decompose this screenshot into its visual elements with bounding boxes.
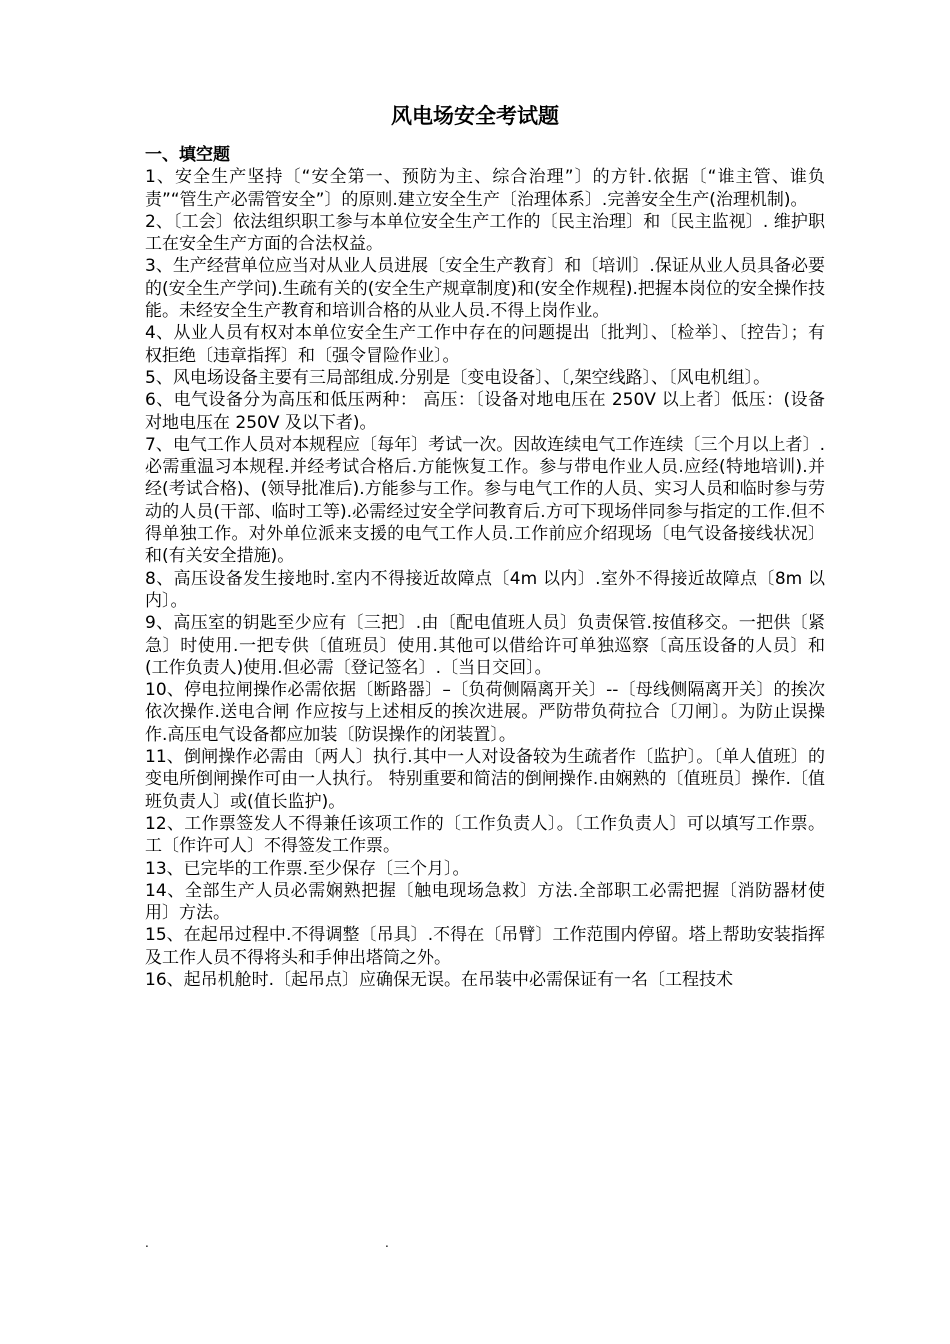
question-7: 7、电气工作人员对本规程应〔每年〕考试一次。因故连续电气工作连续〔三个月以上者〕.必需重温习本规程.并经考试合格后.方能恢复工作。参与带电作业人员.应经(特地培训).并经(考试合格)、(领导批准后).方能参与工作。参与电气工作的人员、实习人员和临时参与劳动的人员(干部、临时工等).必需经过安全学问教育后.方可下现场伴同参与指定的工作.但不得单独工作。对外单位派来支援的电气工作人员.工作前应介绍现场〔电气设备接线状况〕和(有关安全措施)。 xyxy=(145,434,825,567)
question-15: 15、在起吊过程中.不得调整〔吊具〕.不得在〔吊臂〕工作范围内停留。塔上帮助安装指挥及工作人员不得将头和手伸出塔筒之外。 xyxy=(145,925,825,968)
question-9: 9、高压室的钥匙至少应有〔三把〕.由〔配电值班人员〕负责保管.按值移交。一把供〔紧急〕时使用.一把专供〔值班员〕使用.其他可以借给许可单独巡察〔高压设备的人员〕和(工作负责人)使用.但必需〔登记签名〕.〔当日交回〕。 xyxy=(145,613,825,678)
question-8: 8、高压设备发生接地时.室内不得接近故障点〔4m 以内〕.室外不得接近故障点〔8m 以内〕。 xyxy=(145,568,825,611)
question-3: 3、生产经营单位应当对从业人员进展〔安全生产教育〕和〔培训〕.保证从业人员具备必要的(安全生产学问).生疏有关的(安全生产规章制度)和(安全作规程).把握本岗位的安全操作技能。未经安全生产教育和培训合格的从业人员.不得上岗作业。 xyxy=(145,256,825,322)
document-title: 风电场安全考试题 xyxy=(391,104,559,128)
question-10: 10、停电拉闸操作必需依据〔断路器〕–〔负荷侧隔离开关〕--〔母线侧隔离开关〕的挨次依次操作.送电合闸 作应按与上述相反的挨次进展。严防带负荷拉合〔刀闸〕。为防止误操作.高压电气设备都应加装〔防误操作的闭装置〕。 xyxy=(145,680,825,745)
question-13: 13、已完毕的工作票.至少保存〔三个月〕。 xyxy=(145,858,470,879)
question-12: 12、工作票签发人不得兼任该项工作的〔工作负责人〕。〔工作负责人〕可以填写工作票。工〔作许可人〕不得签发工作票。 xyxy=(145,813,825,857)
question-6: 6、电气设备分为高压和低压两种： 高压：〔设备对地电压在 250V 以上者〕低压：(设备对地电压在 250V 及以下者)。 xyxy=(145,390,825,433)
question-16: 16、起吊机舱时.〔起吊点〕应确保无误。在吊装中必需保证有一名〔工程技术 xyxy=(145,969,734,990)
question-4: 4、从业人员有权对本单位安全生产工作中存在的问题提出〔批判〕、〔检举〕、〔控告〕；有权拒绝〔违章指挥〕和〔强令冒险作业〕。 xyxy=(145,323,825,366)
question-11: 11、倒闸操作必需由〔两人〕执行.其中一人对设备较为生疏者作〔监护〕。〔单人值班〕的变电所倒闸操作可由一人执行。 特别重要和简洁的倒闸操作.由娴熟的〔值班员〕操作.〔值班负责人〕或(值长监护)。 xyxy=(145,747,825,812)
question-1: 1、安全生产坚持〔“安全第一、预防为主、综合治理”〕的方针.依据〔“谁主管、谁负责”“管生产必需管安全”〕的原则.建立安全生产〔治理体系〕.完善安全生产(治理机制)。 xyxy=(145,167,825,210)
question-2: 2、〔工会〕依法组织职工参与本单位安全生产工作的〔民主治理〕和〔民主监视〕. 维护职工在安全生产方面的合法权益。 xyxy=(145,211,825,255)
footer-left-mark: . xyxy=(145,1236,149,1250)
footer-right-mark: . xyxy=(385,1236,389,1250)
question-14: 14、全部生产人员必需娴熟把握〔触电现场急救〕方法.全部职工必需把握〔消防器材使用〕方法。 xyxy=(145,880,825,924)
question-5: 5、风电场设备主要有三局部组成.分别是〔变电设备〕、〔,架空线路〕、〔风电机组〕。 xyxy=(145,367,771,388)
document-body xyxy=(145,144,825,991)
section-heading: 一、填空题 xyxy=(145,145,230,165)
